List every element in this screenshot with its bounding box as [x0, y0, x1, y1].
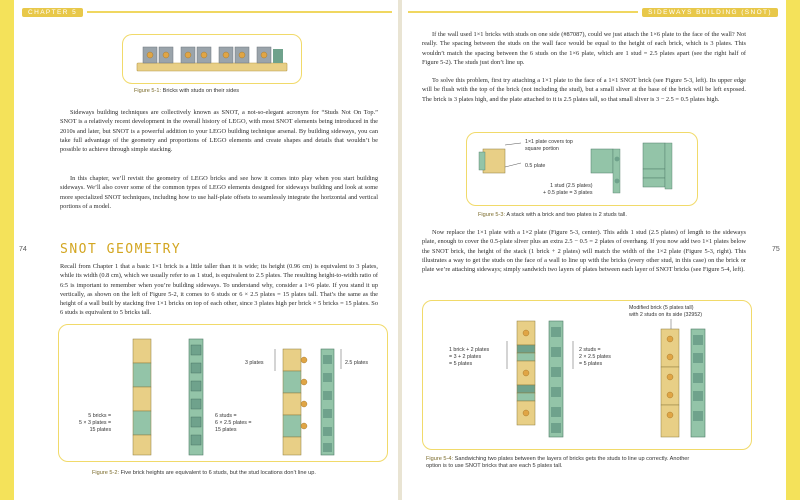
label-line: 2 × 2.5 plates — [579, 353, 611, 360]
right-page-header — [408, 6, 778, 18]
right-paragraph-3: Now replace the 1×1 plate with a 1×2 plate (Figure 5-3, center). This adds 1 stud (2.5 plates) of length to the sideways plate, enough to cover the 0.5-plate sliver plus an extra 2.5 − 0.5 = 2 plates of overhang. If you now add two 1×1 plates below the SNOT brick, the height of the stack (1 brick + 2 plates) will match the width of the 1×2 plate (Figure 5-3, right). This illustrates a way to get the studs on the face of a wall to line up with the bricks (every other stud, in this case) on the brick or plate we’re attaching sideways; simply sandwich two layers of plates between each layer of SNOT bricks (see Figure 5-4, left). — [422, 229, 746, 273]
label-line: + 0.5 plate = 3 plates — [543, 189, 593, 196]
label-line: = 5 plates — [579, 360, 603, 367]
label-plate-covers-top — [525, 139, 573, 153]
label-line: 5 bricks = — [88, 413, 112, 419]
caption-text: Five brick heights are equivalent to 6 studs, but the stud locations don’t line up. — [120, 470, 316, 476]
label-one-stud — [543, 183, 592, 197]
page-number-right: 75 — [772, 246, 780, 253]
intro-paragraph-2: In this chapter, we’ll revisit the geometry of LEGO bricks and see how it comes into play when you start building sideways. We’ll also cover some of the common types of LEGO elements designed for sideways building and look at some more specialized SNOT techniques, including how to use half-plate offsets to seamlessly integrate the horizontal and vertical portions of a model. — [60, 175, 378, 210]
section-heading: SNOT GEOMETRY — [60, 242, 182, 257]
label-modified-brick — [629, 305, 702, 319]
figure-5-4-caption — [426, 456, 689, 471]
header-rule — [408, 11, 638, 13]
label-line: 15 plates — [215, 426, 237, 433]
caption-label: Figure 5-3: — [478, 212, 506, 218]
caption-text: Bricks with studs on their sides — [162, 88, 240, 94]
figure-5-2-caption — [92, 470, 316, 477]
figure-5-1-caption — [134, 88, 239, 95]
label-line: 1 stud (2.5 plates) — [550, 183, 593, 189]
page-edge-left — [0, 0, 14, 500]
sandwiching-plates-illustration — [423, 301, 749, 447]
label-line: = 3 + 2 plates — [449, 353, 482, 360]
label-line: 5 × 3 plates = — [79, 419, 112, 426]
label-line: = 5 plates — [449, 360, 473, 367]
figure-5-3-caption — [478, 212, 627, 219]
label-two-point-five-plates: 2.5 plates — [345, 360, 368, 366]
label-line: square portion — [525, 145, 559, 152]
label-six-studs — [215, 413, 252, 434]
left-page — [14, 0, 398, 500]
label-five-bricks — [79, 413, 111, 434]
intro-paragraph-1: Sideways building techniques are collectively known as SNOT, a not-so-elegant acronym for “Studs Not On Top.” SNOT is a relatively recent development in the overall history of LEGO, with most SNOT elements being introduced in the 2010s and later, but SNOT is a powerful addition to your LEGO building technique arsenal. By building sideways, you can take full advantage of the geometry and proportions of LEGO elements and create shapes and details that wouldn’t be possible to achieve through simple stacking. — [60, 109, 378, 153]
label-line: Modified brick (5 plates tall) — [629, 305, 694, 311]
figure-5-4 — [422, 300, 752, 450]
height-vs-width-illustration — [59, 325, 385, 459]
header-rule — [87, 11, 392, 13]
page-edge-right — [786, 0, 800, 500]
label-half-plate: 0.5 plate — [525, 163, 546, 169]
left-page-header — [22, 6, 392, 18]
page-number-left: 74 — [19, 246, 27, 253]
right-page — [402, 0, 786, 500]
caption-text: Sandwiching two plates between the layers of bricks gets the studs to line up correctly. Another — [454, 456, 690, 462]
label-three-plates: 3 plates — [245, 360, 264, 366]
label-line: 2 studs = — [579, 347, 601, 353]
label-line: 1 brick + 2 plates — [449, 347, 490, 353]
geometry-paragraph: Recall from Chapter 1 that a basic 1×1 brick is a little taller than it is wide; its height (0.96 cm) is equivalent to 3 plates, while its width (0.8 cm), which we usually refer to as 1 stud, is equivalent to 2.5 plates. The resulting height-to-width ratio of 6:5 is important to remember when you’re building sideways. To understand why, consider a 1×6 plate. If you stand it up vertically, as shown on the left of Figure 5-2, it comes to 6 studs or 6 × 2.5 plates = 15 plates tall. That’s the same as the height of a wall built by stacking five 1×1 bricks on top of each other, since 3 plates high per brick × 5 bricks = 15 plates. So 6 studs is equivalent to 5 bricks tall. — [60, 263, 378, 317]
right-paragraph-1: If the wall used 1×1 bricks with studs on one side (#87087), could we just attach the 1×6 plate to the face of the wall? Not really. The spacing between the studs on the wall face would be equal to the height of each brick, which is 3 plates. This wouldn’t match the spacing between the 6 studs on the 1×6 plate, which are 1 stud = 2.5 plates apart (see the right half of Figure 5-2). The studs just don’t line up. — [422, 31, 746, 66]
label-line: 6 studs = — [215, 413, 237, 419]
chapter-title: SIDEWAYS BUILDING (SNOT) — [642, 8, 778, 17]
label-two-studs — [579, 347, 611, 368]
label-line: 15 plates — [89, 426, 112, 433]
label-line: 6 × 2.5 plates = — [215, 419, 252, 426]
caption-label: Figure 5-1: — [134, 88, 162, 94]
label-brick-plus-plates — [449, 347, 489, 368]
figure-5-1 — [122, 34, 302, 84]
figure-5-3 — [466, 132, 698, 206]
figure-5-2 — [58, 324, 388, 462]
label-line: with 2 studs on its side (32952) — [629, 311, 703, 318]
caption-label: Figure 5-4: — [426, 456, 454, 462]
label-line: 1×1 plate covers top — [525, 139, 573, 145]
caption-text-2: option is to use SNOT bricks that are each 5 plates tall. — [426, 463, 563, 470]
chapter-label: CHAPTER 5 — [22, 8, 83, 17]
caption-label: Figure 5-2: — [92, 470, 120, 476]
caption-text: A stack with a brick and two plates is 2 studs tall. — [506, 212, 627, 218]
right-paragraph-2: To solve this problem, first try attaching a 1×1 plate to the face of a 1×1 SNOT brick (see Figure 5-3, left). Its upper edge will be flush with the top of the brick (not including the stud), but a small sliver at the base of the brick will be left exposed. The brick is 3 plates high, and the plate attached to it is 2.5 plates tall, so that small sliver is 3 − 2.5 = 0.5 plates high. — [422, 77, 746, 103]
bricks-with-side-studs-illustration — [123, 35, 299, 81]
